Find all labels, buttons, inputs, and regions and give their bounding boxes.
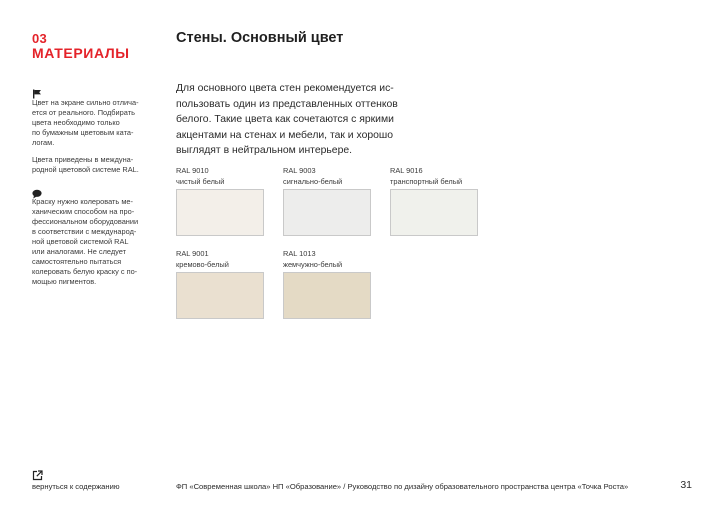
swatch-ral-9010 [176,166,264,236]
swatch-name: чистый белый [176,176,225,186]
swatch-ral-9016 [390,166,478,236]
swatch-code: RAL 1013 [283,249,316,258]
speech-bubble-icon [32,186,42,196]
intro-paragraph: Для основного цвета стен рекомендуется ис- пользовать один из представленных оттенков белого. Такие цвета как сочетаются с яркими акцентами на стенах и мебели, так и хорошо выглядят в нейтральном интерьере. [176,83,398,156]
color-chip [176,189,264,236]
sidebar-note-screen-color: Цвет на экране сильно отлича- ется от реального. Подбирать цвета необходимо только по бумажным цветовым ката- логам. [32,98,139,147]
flag-icon [32,86,42,96]
footer-text: ФП «Современная школа» НП «Образование» / Руководство по дизайну образовательного пространства центра «Точка Роста» [176,482,629,491]
external-link-icon[interactable] [32,470,43,481]
page-number: 31 [680,479,692,491]
swatch-ral-9003 [283,166,371,236]
swatch-code: RAL 9001 [176,249,209,258]
color-chip [390,189,478,236]
swatch-ral-1013 [283,249,371,319]
swatch-code: RAL 9010 [176,166,209,175]
color-chip [283,189,371,236]
swatch-ral-9001 [176,249,264,319]
section-number: 03 [32,31,48,46]
section-title: МАТЕРИАЛЫ [32,45,130,61]
swatch-name: кремово-белый [176,259,229,269]
swatch-name: транспортный белый [390,176,463,186]
back-to-contents-link[interactable]: вернуться к содержанию [32,482,120,491]
page-title: Стены. Основный цвет [176,30,344,46]
color-chip [176,272,264,319]
swatch-name: жемчужно-белый [283,259,343,269]
swatch-name: сигнально-белый [283,176,343,186]
swatch-code: RAL 9003 [283,166,316,175]
color-chip [283,272,371,319]
swatch-code: RAL 9016 [390,166,423,175]
sidebar-note-tinting: Краску нужно колеровать ме- ханическим способом на про- фессиональном оборудовании в соответствии с международ- ной цветовой системой RAL или аналогами. Не следует самостоятельно пытаться колеровать белую краску с по- мощью пигментов. [32,197,139,286]
sidebar-note-ral-system: Цвета приведены в междуна- родной цветовой системе RAL. [32,155,139,174]
